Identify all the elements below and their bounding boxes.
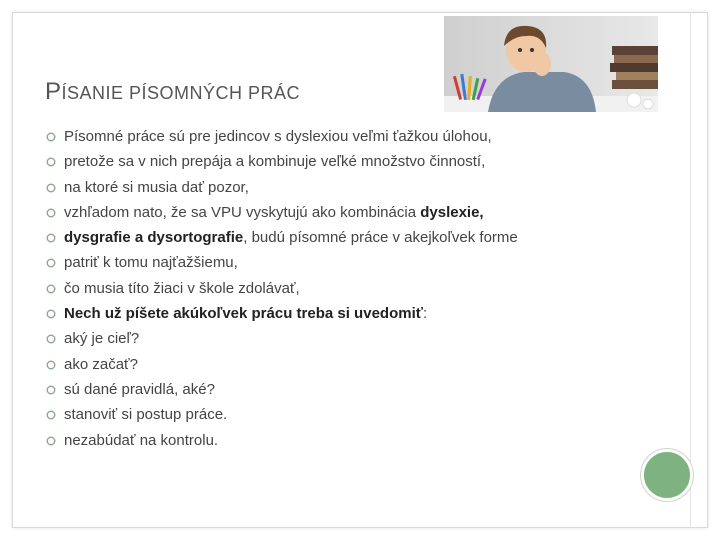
bullet-circle-icon bbox=[46, 334, 56, 344]
decorative-circle bbox=[641, 449, 693, 501]
bullet-text-part: vzhľadom nato, že sa VPU vyskytujú ako kombinácia bbox=[64, 203, 421, 221]
bullet-circle-icon bbox=[46, 208, 56, 218]
bullet-text bbox=[64, 330, 139, 348]
bullet-text-part: : bbox=[422, 305, 428, 323]
bullet-circle-icon bbox=[46, 258, 56, 268]
bullet-text-part: , budú písomné práce v akejkoľvek forme bbox=[243, 229, 518, 247]
bullet-circle-icon bbox=[46, 410, 56, 420]
bullet-text-bold: Nech už píšete akúkoľvek prácu treba si uvedomiť bbox=[64, 305, 423, 323]
bullet-text bbox=[64, 280, 300, 298]
bullet-text-part: aký je cieľ? bbox=[64, 330, 140, 348]
bullet-text-part: sú dané pravidlá, aké? bbox=[64, 380, 215, 398]
bullet-text-part: stanoviť si postup práce. bbox=[64, 406, 228, 424]
bullet-text-part: na ktoré si musia dať pozor, bbox=[64, 178, 249, 196]
bullet-text bbox=[64, 432, 218, 450]
photo-illustration bbox=[444, 16, 658, 112]
slide-right-rule bbox=[690, 12, 691, 528]
bullet-text bbox=[64, 254, 238, 272]
bullet-text bbox=[64, 153, 485, 171]
bullet-text bbox=[64, 381, 215, 399]
bullet-text bbox=[64, 406, 227, 424]
bullet-circle-icon bbox=[46, 284, 56, 294]
bullet-text-part: pretože sa v nich prepája a kombinuje veľké množstvo činností, bbox=[64, 153, 486, 171]
bullet-text bbox=[64, 179, 249, 197]
bullet-circle-icon bbox=[46, 385, 56, 395]
bullet-text-part: čo musia títo žiaci v škole zdolávať, bbox=[64, 279, 300, 297]
bullet-circle-icon bbox=[46, 436, 56, 446]
bullet-circle-icon bbox=[46, 183, 56, 193]
bullet-text-bold: dysgrafie a dysortografie bbox=[64, 229, 244, 247]
bullet-text-part: ako začať? bbox=[64, 355, 139, 373]
bullet-text bbox=[64, 305, 427, 323]
bullet-text bbox=[64, 204, 484, 222]
bullet-circle-icon bbox=[46, 157, 56, 167]
bullet-text-part: Písomné práce sú pre jedincov s dyslexiou veľmi ťažkou úlohou, bbox=[64, 128, 492, 145]
slide-title bbox=[45, 78, 300, 106]
bullet-text bbox=[64, 128, 492, 146]
bullet-circle-icon bbox=[46, 233, 56, 243]
bullet-text-part: patriť k tomu najťažšiemu, bbox=[64, 254, 238, 272]
boy-thinking-photo bbox=[444, 16, 658, 112]
bullet-text bbox=[64, 356, 138, 374]
bullet-circle-icon bbox=[46, 360, 56, 370]
bullet-circle-icon bbox=[46, 309, 56, 319]
bullet-text-bold: dyslexie, bbox=[420, 203, 484, 221]
title-rest: ÍSANIE PÍSOMNÝCH PRÁC bbox=[61, 83, 301, 103]
title-first-letter: P bbox=[45, 78, 62, 105]
bullet-text-part: nezabúdať na kontrolu. bbox=[64, 431, 219, 449]
bullet-circle-icon bbox=[46, 132, 56, 142]
bullet-text bbox=[64, 229, 518, 247]
